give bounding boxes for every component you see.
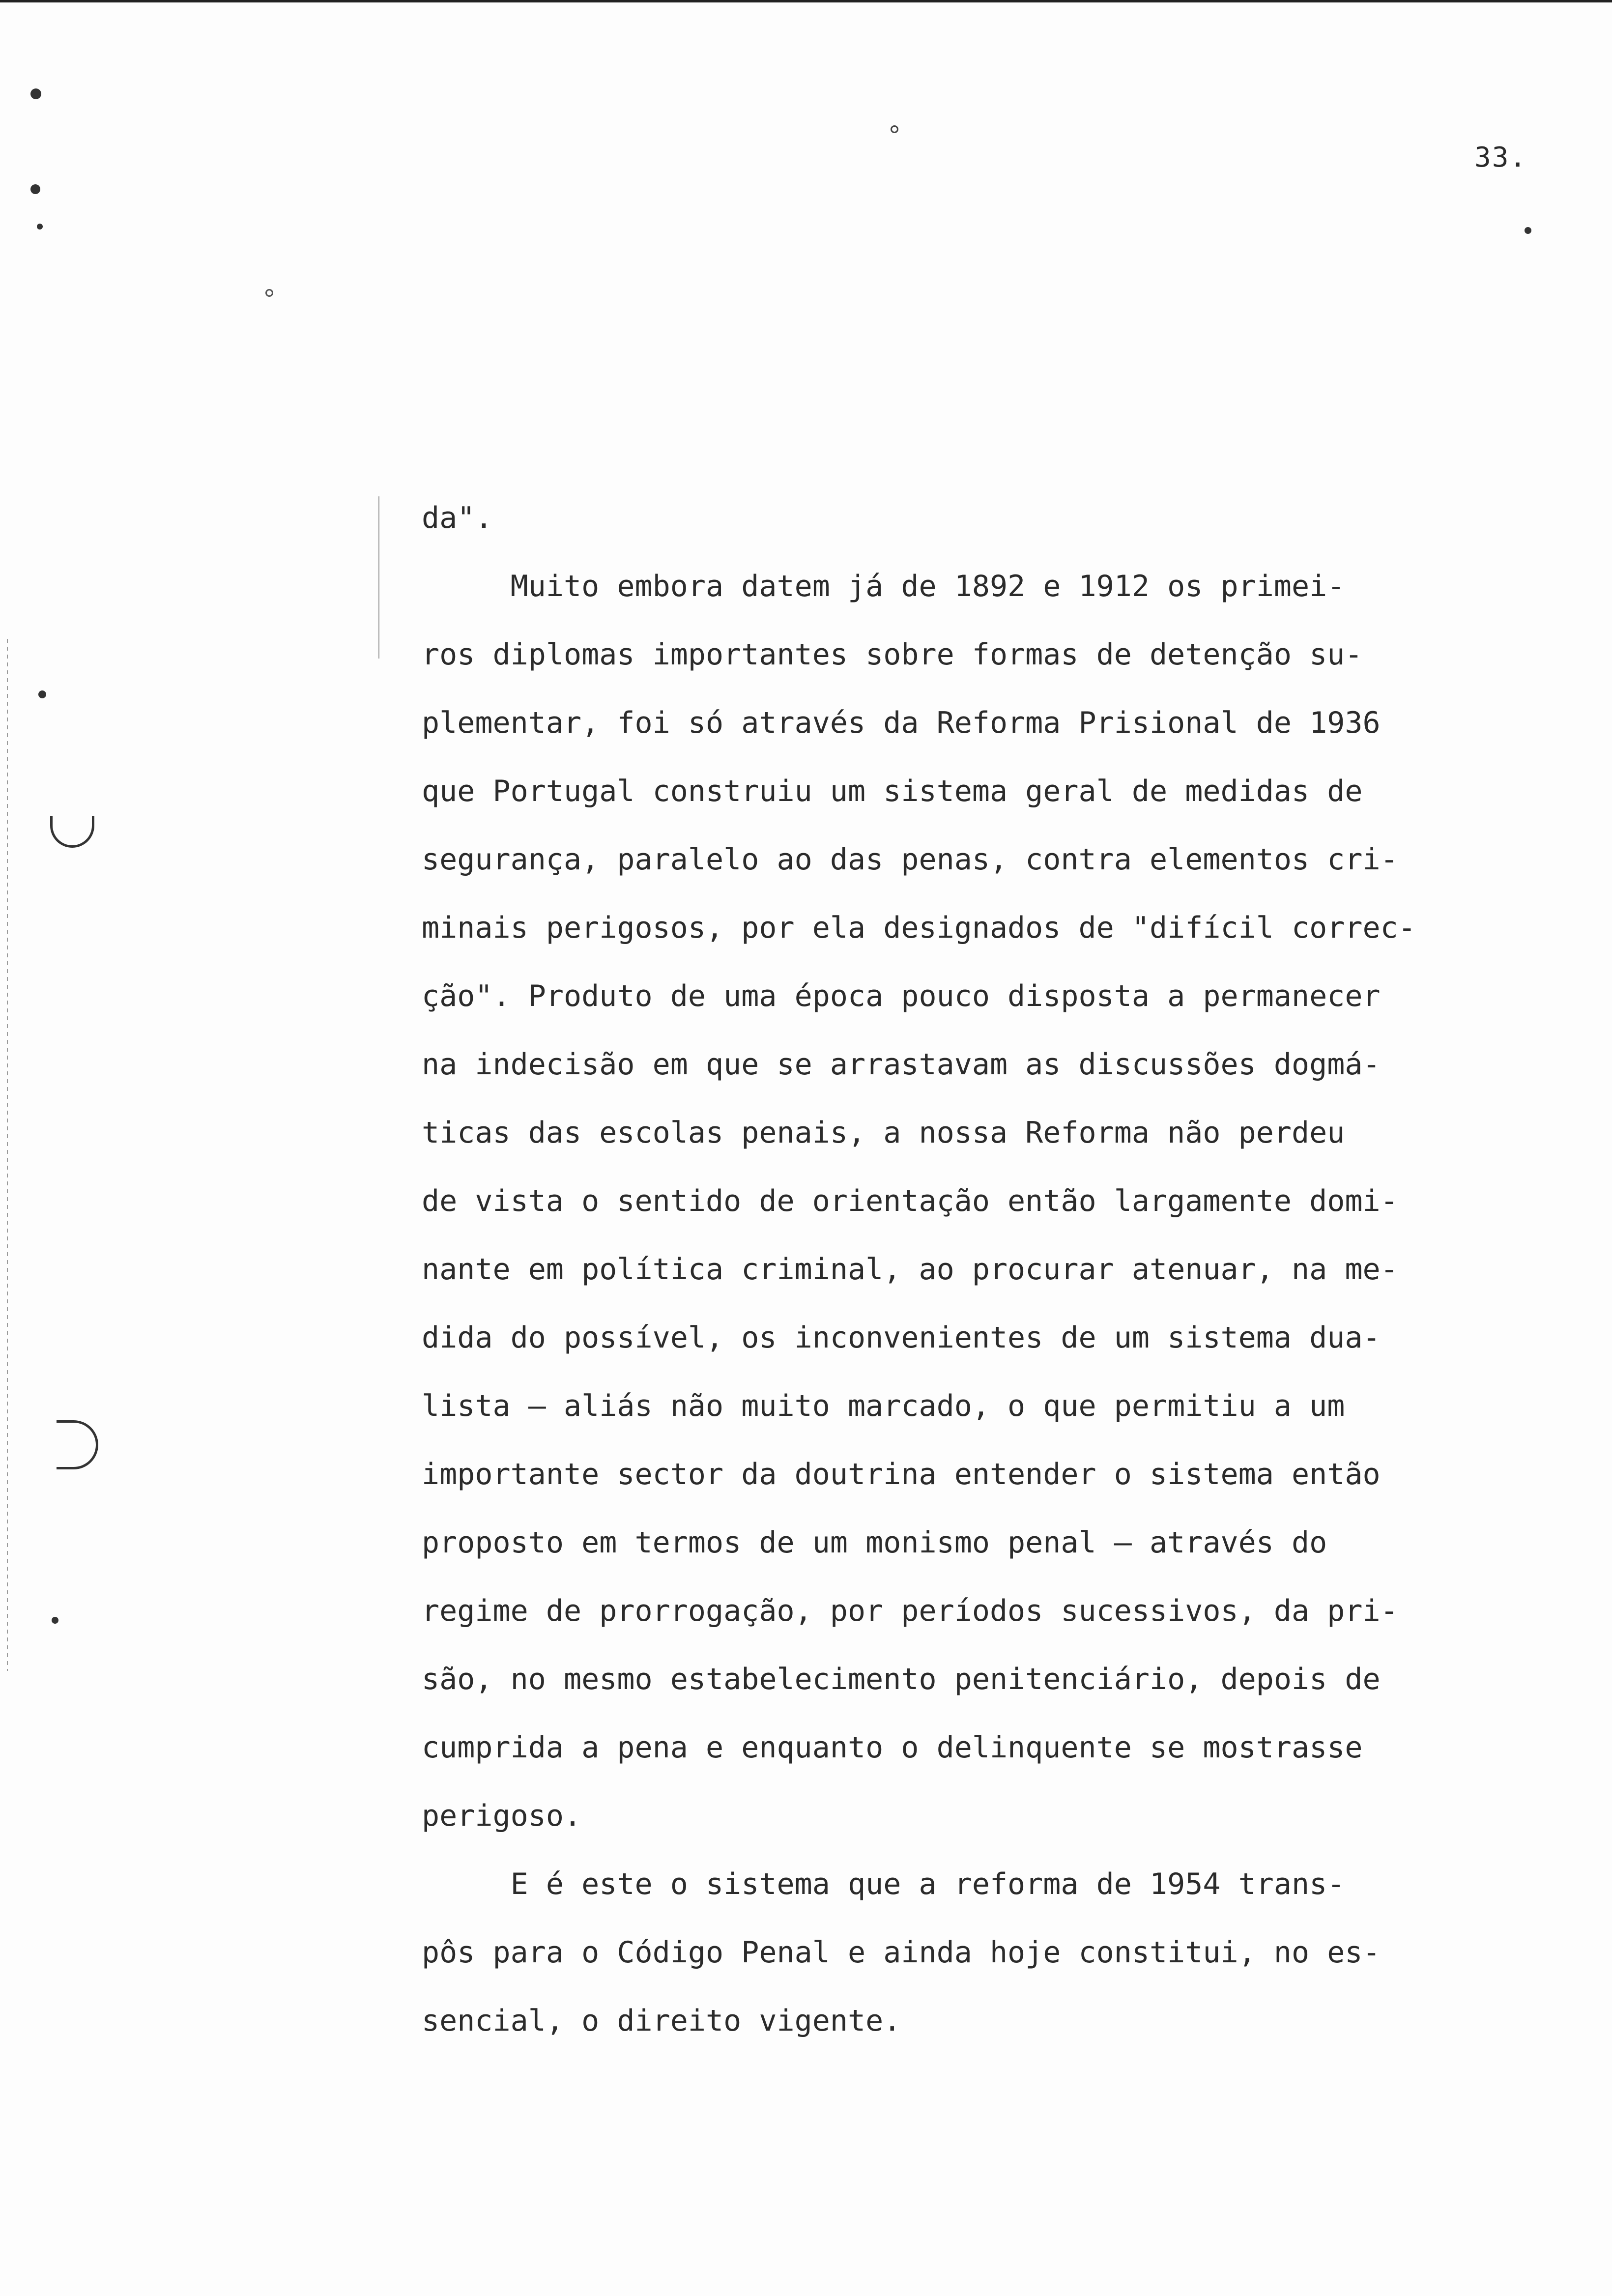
text-line: ros diplomas importantes sobre formas de detenção su- bbox=[422, 637, 1363, 672]
text-line: que Portugal construiu um sistema geral de medidas de bbox=[422, 774, 1363, 808]
text-line: regime de prorrogação, por períodos sucessivos, da pri- bbox=[422, 1594, 1398, 1628]
text-line: plementar, foi só através da Reforma Prisional de 1936 bbox=[422, 706, 1381, 740]
margin-mark bbox=[378, 496, 379, 659]
scan-speck bbox=[38, 690, 46, 698]
text-line: sencial, o direito vigente. bbox=[422, 2004, 901, 2038]
scan-speck bbox=[30, 88, 41, 99]
scan-edge-mark bbox=[7, 639, 8, 1671]
text-line: cumprida a pena e enquanto o delinquente se mostrasse bbox=[422, 1730, 1363, 1765]
text-line: perigoso. bbox=[422, 1799, 582, 1833]
text-line: E é este o sistema que a reforma de 1954 trans- bbox=[422, 1867, 1345, 1901]
text-line: minais perigosos, por ela designados de "difícil correc- bbox=[422, 911, 1416, 945]
text-line: dida do possível, os inconvenientes de um sistema dua- bbox=[422, 1320, 1381, 1355]
scan-speck bbox=[50, 816, 94, 848]
text-line: da". bbox=[422, 501, 493, 535]
text-line: pôs para o Código Penal e ainda hoje constitui, no es- bbox=[422, 1935, 1381, 1970]
text-line: de vista o sentido de orientação então largamente domi- bbox=[422, 1184, 1398, 1218]
scan-speck bbox=[37, 224, 43, 230]
scan-speck bbox=[57, 1420, 98, 1469]
page-number: 33. bbox=[1474, 142, 1527, 173]
text-line: na indecisão em que se arrastavam as discussões dogmá- bbox=[422, 1047, 1381, 1082]
text-line: ção". Produto de uma época pouco disposta a permanecer bbox=[422, 979, 1381, 1013]
text-line: proposto em termos de um monismo penal — através do bbox=[422, 1525, 1327, 1560]
text-line: importante sector da doutrina entender o sistema então bbox=[422, 1457, 1381, 1492]
text-line: nante em política criminal, ao procurar atenuar, na me- bbox=[422, 1252, 1398, 1287]
text-line: lista — aliás não muito marcado, o que permitiu a um bbox=[422, 1389, 1345, 1423]
body-text bbox=[422, 484, 1552, 2038]
text-line: são, no mesmo estabelecimento penitenciário, depois de bbox=[422, 1662, 1381, 1696]
scan-speck bbox=[1525, 227, 1531, 234]
scan-speck bbox=[52, 1617, 58, 1624]
scan-speck bbox=[891, 125, 898, 133]
text-line: ticas das escolas penais, a nossa Reforma não perdeu bbox=[422, 1116, 1345, 1150]
scan-speck bbox=[30, 184, 40, 194]
top-border bbox=[0, 0, 1612, 2]
text-line: Muito embora datem já de 1892 e 1912 os primei- bbox=[422, 569, 1345, 603]
scan-speck bbox=[265, 289, 273, 297]
text-line: segurança, paralelo ao das penas, contra elementos cri- bbox=[422, 842, 1398, 877]
